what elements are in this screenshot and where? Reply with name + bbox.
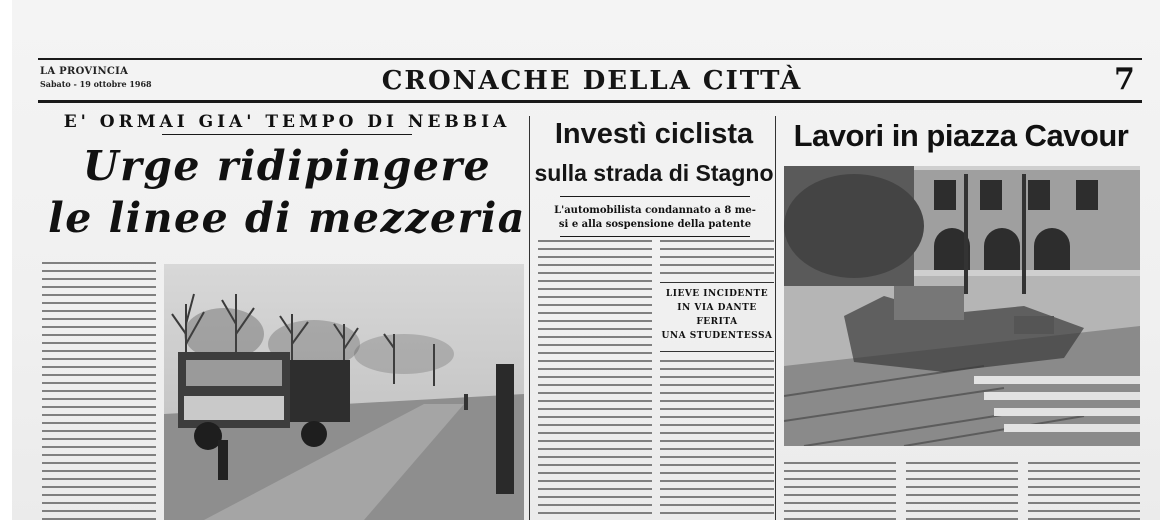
middle-article-headline-2: sulla strada di Stagno xyxy=(534,160,774,186)
column-rule-1 xyxy=(529,116,530,520)
newspaper-name: LA PROVINCIA xyxy=(40,66,129,77)
left-article-headline-1: Urge ridipingere xyxy=(82,142,492,190)
issue-date: Sabato - 19 ottobre 1968 xyxy=(40,79,152,89)
kicker-underline xyxy=(162,134,412,135)
left-article-kicker: E' ORMAI GIA' TEMPO DI NEBBIA xyxy=(63,112,511,132)
right-article-body-column-2 xyxy=(906,462,1018,520)
section-title: CRONACHE DELLA CITTÀ xyxy=(381,66,803,96)
boxed-article-headline xyxy=(660,282,774,352)
right-article-headline: Lavori in piazza Cavour xyxy=(793,118,1129,153)
left-article-headline-2: le linee di mezzeria xyxy=(48,194,526,242)
middle-article-body-column-1 xyxy=(538,240,652,520)
middle-subhead-rule xyxy=(560,196,750,197)
boxed-article-line-2: IN VIA DANTE xyxy=(677,303,757,313)
street-photo xyxy=(164,264,524,520)
newspaper-page xyxy=(12,0,1160,520)
masthead-top-rule xyxy=(38,58,1142,60)
masthead-left xyxy=(40,66,152,89)
right-article-body-column-1 xyxy=(784,462,896,520)
middle-article-subhead-2: si e alla sospensione della patente xyxy=(558,219,752,230)
piazza-photo xyxy=(784,166,1140,446)
middle-article-subhead-1: L'automobilista condannato a 8 me- xyxy=(554,205,756,216)
boxed-article-line-3: FERITA xyxy=(696,317,738,327)
column-rule-2 xyxy=(775,116,776,520)
boxed-article-line-4: UNA STUDENTESSA xyxy=(661,331,773,341)
middle-article-body-column-2a xyxy=(660,240,774,276)
middle-subhead-rule-2 xyxy=(560,236,750,237)
left-article-body-column xyxy=(42,262,156,520)
middle-article-headline-1: Investì ciclista xyxy=(554,118,754,150)
middle-article-body-column-2b xyxy=(660,360,774,520)
right-article-body-column-3 xyxy=(1028,462,1140,520)
boxed-article-line-1: LIEVE INCIDENTE xyxy=(665,289,769,299)
masthead-bottom-rule xyxy=(38,100,1142,103)
page-number: 7 xyxy=(1114,62,1135,97)
